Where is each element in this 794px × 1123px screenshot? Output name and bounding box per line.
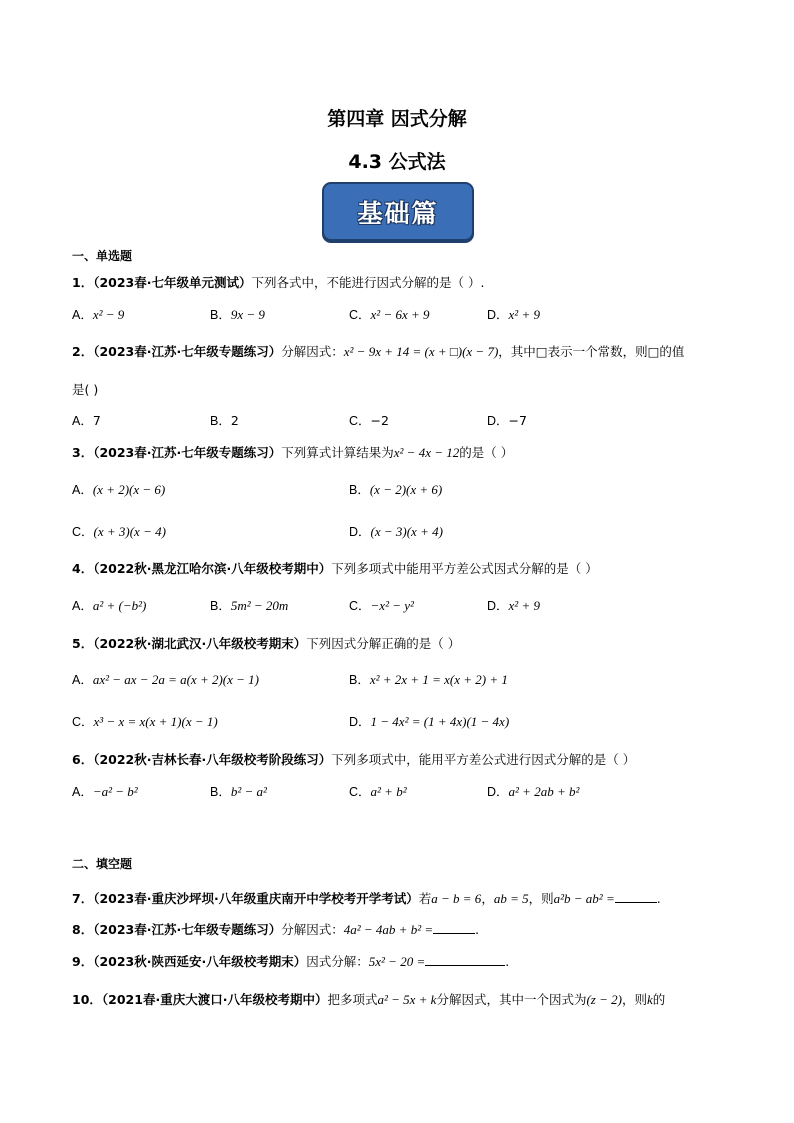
option-label: C． <box>349 599 371 613</box>
option-math: 1 − 4x² = (1 + 4x)(1 − 4x) <box>370 714 510 729</box>
option-math: 9x − 9 <box>230 307 265 322</box>
option-math: a² + 2ab + b² <box>508 784 580 799</box>
question-7 <box>72 889 661 907</box>
question-formula: ab = 5 <box>493 891 529 906</box>
option-label: D． <box>349 525 371 539</box>
option-math: a² + (−b²) <box>92 598 147 613</box>
question-2-cont <box>72 380 98 398</box>
question-source: （2023春·重庆沙坪坝·八年级重庆南开中学校考开学考试） <box>93 891 419 906</box>
option-label: D． <box>349 715 371 729</box>
q1-option-c[interactable] <box>349 305 430 323</box>
question-formula: 5x² − 20 = <box>368 954 426 969</box>
q2-option-c[interactable] <box>349 411 389 429</box>
option-value: −2 <box>370 413 389 428</box>
question-text-cont: 的是（ ） <box>459 445 514 460</box>
option-label: C． <box>349 308 371 322</box>
question-number: 8． <box>72 922 94 937</box>
option-math: (x + 2)(x − 6) <box>92 482 166 497</box>
chapter-title: 第四章 因式分解 <box>327 108 467 130</box>
q3-option-c[interactable] <box>72 522 166 540</box>
option-label: B． <box>349 483 370 497</box>
option-label: B． <box>210 414 231 428</box>
option-label: C． <box>349 414 371 428</box>
option-math: a² + b² <box>370 784 407 799</box>
question-source: （2022秋·黑龙江哈尔滨·八年级校考期中） <box>93 561 332 576</box>
q3-option-d[interactable] <box>349 522 443 540</box>
question-text: 分解因式： <box>281 922 344 937</box>
question-3 <box>72 443 513 461</box>
option-label: B． <box>210 785 231 799</box>
option-math: (x − 3)(x + 4) <box>370 524 443 539</box>
question-formula: x² − 9x + 14 = (x + □)(x − 7) <box>343 344 499 359</box>
q4-option-a[interactable] <box>72 596 146 614</box>
option-label: C． <box>72 525 94 539</box>
option-math: b² − a² <box>230 784 267 799</box>
question-8 <box>72 920 479 938</box>
option-label: A． <box>72 483 93 497</box>
q4-option-d[interactable] <box>487 596 540 614</box>
question-formula: k <box>646 992 653 1007</box>
option-label: A． <box>72 599 93 613</box>
answer-blank[interactable] <box>425 953 505 966</box>
question-number: 6． <box>72 752 94 767</box>
option-value: −7 <box>508 413 527 428</box>
question-text-cont: ，其中□表示一个常数，则□的值 <box>498 344 685 359</box>
question-source: （2021春·重庆大渡口·八年级校考期中） <box>101 992 328 1007</box>
question-source: （2023春·江苏·七年级专题练习） <box>93 445 282 460</box>
option-label: D． <box>487 414 509 428</box>
question-text: 因式分解： <box>306 954 369 969</box>
option-math: x² − 9 <box>92 307 125 322</box>
question-number: 4． <box>72 561 94 576</box>
question-text-end: 是( ) <box>72 382 99 397</box>
option-math: x² − 6x + 9 <box>370 307 430 322</box>
answer-blank[interactable] <box>615 890 657 903</box>
question-number: 7． <box>72 891 94 906</box>
option-math: −x² − y² <box>370 598 414 613</box>
question-separator: ， <box>481 891 494 906</box>
option-label: D． <box>487 308 509 322</box>
section-title: 4.3 公式法 <box>348 151 446 173</box>
question-end: . <box>505 954 510 969</box>
question-number: 10． <box>72 992 102 1007</box>
q1-option-a[interactable] <box>72 305 124 323</box>
q3-option-a[interactable] <box>72 480 165 498</box>
question-9 <box>72 952 509 970</box>
option-label: B． <box>210 308 231 322</box>
question-text: 下列算式计算结果为 <box>281 445 394 460</box>
question-text: 若 <box>418 891 432 906</box>
answer-blank[interactable] <box>433 921 475 934</box>
question-text: 分解因式： <box>281 344 344 359</box>
question-number: 2． <box>72 344 94 359</box>
question-source: （2023春·江苏·七年级专题练习） <box>93 344 282 359</box>
question-10 <box>72 990 665 1008</box>
option-label: A． <box>72 308 93 322</box>
question-source: （2022秋·湖北武汉·八年级校考期末） <box>93 636 307 651</box>
question-text-cont: ，则 <box>621 992 647 1007</box>
question-6 <box>72 750 635 768</box>
question-text: 下列多项式中能用平方差公式因式分解的是（ ） <box>331 561 598 576</box>
question-text: 下列多项式中，能用平方差公式进行因式分解的是（ ） <box>331 752 636 767</box>
option-math: x² + 9 <box>508 307 540 322</box>
question-5 <box>72 634 460 652</box>
option-label: A． <box>72 414 93 428</box>
question-number: 9． <box>72 954 94 969</box>
option-label: B． <box>210 599 231 613</box>
question-1 <box>72 273 484 291</box>
option-math: ax² − ax − 2a = a(x + 2)(x − 1) <box>92 672 259 687</box>
question-text-cont: ，则 <box>528 891 554 906</box>
question-source: （2023春·七年级单元测试） <box>93 275 252 290</box>
option-math: (x + 3)(x − 4) <box>93 524 166 539</box>
question-source: （2023春·江苏·七年级专题练习） <box>93 922 282 937</box>
question-number: 3． <box>72 445 94 460</box>
q3-option-b[interactable] <box>349 480 442 498</box>
option-label: A． <box>72 785 93 799</box>
q4-option-c[interactable] <box>349 596 414 614</box>
option-math: x² + 9 <box>508 598 540 613</box>
q1-option-d[interactable] <box>487 305 540 323</box>
question-text-end: 的 <box>652 992 666 1007</box>
option-math: (x − 2)(x + 6) <box>369 482 443 497</box>
option-math: 5m² − 20m <box>230 598 289 613</box>
question-source: （2022秋·吉林长春·八年级校考阶段练习） <box>93 752 332 767</box>
option-value: 2 <box>230 413 239 428</box>
option-math: x³ − x = x(x + 1)(x − 1) <box>93 714 218 729</box>
q5-option-d[interactable] <box>349 712 509 730</box>
q6-option-b[interactable] <box>210 782 267 800</box>
question-text: 下列各式中，不能进行因式分解的是（ ）. <box>251 275 485 290</box>
question-source: （2023秋·陕西延安·八年级校考期末） <box>93 954 307 969</box>
q6-option-a[interactable] <box>72 782 138 800</box>
question-2 <box>72 342 684 360</box>
question-number: 5． <box>72 636 94 651</box>
option-math: x² + 2x + 1 = x(x + 2) + 1 <box>369 672 508 687</box>
q1-option-b[interactable] <box>210 305 265 323</box>
q2-option-b[interactable] <box>210 411 239 429</box>
question-text-cont: 分解因式，其中一个因式为 <box>436 992 587 1007</box>
question-end: . <box>475 922 480 937</box>
question-end: . <box>656 891 661 906</box>
question-formula: a²b − ab² = <box>553 891 615 906</box>
question-formula: a² − 5x + k <box>377 992 437 1007</box>
option-math: −a² − b² <box>92 784 138 799</box>
question-formula: 4a² − 4ab + b² = <box>343 922 434 937</box>
question-formula: a − b = 6 <box>431 891 482 906</box>
option-label: D． <box>487 785 509 799</box>
section-heading-fill-blank: 二、填空题 <box>72 857 133 871</box>
q6-option-c[interactable] <box>349 782 407 800</box>
option-label: B． <box>349 673 370 687</box>
q6-option-d[interactable] <box>487 782 579 800</box>
option-label: A． <box>72 673 93 687</box>
q5-option-b[interactable] <box>349 670 508 688</box>
q5-option-c[interactable] <box>72 712 218 730</box>
section-heading-single-choice: 一、单选题 <box>72 249 133 263</box>
option-label: C． <box>349 785 371 799</box>
question-text: 把多项式 <box>327 992 378 1007</box>
level-badge <box>322 182 474 241</box>
option-label: C． <box>72 715 94 729</box>
q2-option-d[interactable] <box>487 411 527 429</box>
question-formula: x² − 4x − 12 <box>393 445 460 460</box>
question-formula: (z − 2) <box>586 992 622 1007</box>
option-value: 7 <box>92 413 101 428</box>
option-label: D． <box>487 599 509 613</box>
question-4 <box>72 559 598 577</box>
q5-option-a[interactable] <box>72 670 259 688</box>
question-number: 1． <box>72 275 94 290</box>
question-text: 下列因式分解正确的是（ ） <box>306 636 461 651</box>
q2-option-a[interactable] <box>72 411 101 429</box>
level-badge-label: 基础篇 <box>357 198 439 228</box>
q4-option-b[interactable] <box>210 596 288 614</box>
